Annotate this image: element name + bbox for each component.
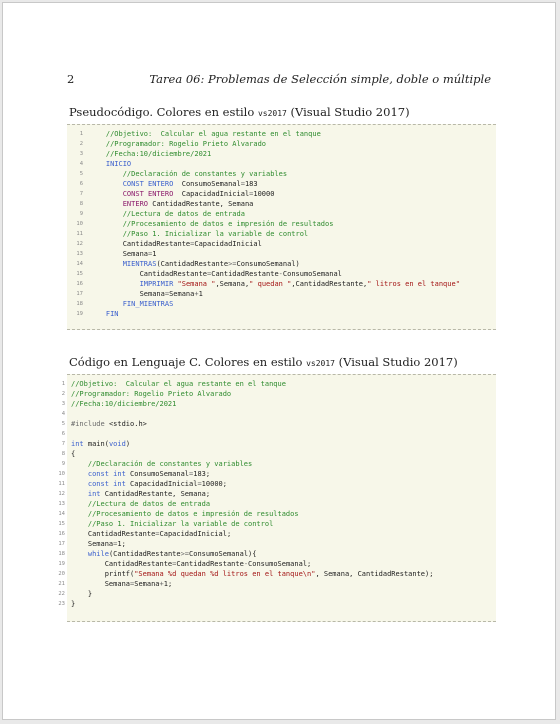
code-line — [67, 169, 496, 179]
code-text — [71, 579, 172, 589]
code-text — [89, 169, 287, 179]
line-number: 6 — [61, 431, 65, 437]
line-number: 22 — [58, 591, 65, 597]
code-line — [67, 149, 496, 159]
code-text — [71, 519, 273, 529]
line-number: 9 — [79, 211, 83, 217]
code-text — [71, 379, 286, 389]
code-line — [61, 449, 496, 459]
code-token: while — [71, 550, 109, 558]
code-text — [71, 569, 433, 579]
code-text — [71, 469, 210, 479]
code-token: = — [113, 540, 118, 548]
code-token: = — [164, 290, 170, 298]
line-number: 15 — [76, 271, 83, 277]
code-token: ,CantidadRestante, — [291, 280, 368, 288]
code-token: //Programador: Rogelio Prieto Alvarado — [71, 390, 232, 398]
code-token: Semana — [169, 290, 195, 298]
code-token: + — [194, 290, 199, 298]
code-line — [67, 249, 496, 259]
code-token: CantidadRestante, Semana — [148, 200, 254, 208]
line-number: 7 — [79, 191, 83, 197]
code-token: ConsumoSemanal — [125, 470, 190, 478]
code-line — [67, 129, 496, 139]
line-number: 20 — [58, 571, 65, 577]
code-line — [58, 479, 496, 489]
code-token: CantidadRestante — [211, 270, 279, 278]
code-line — [61, 429, 496, 439]
line-number: 8 — [79, 201, 83, 207]
title-suffix: (Visual Studio 2017) — [286, 105, 410, 119]
code-line — [58, 499, 496, 509]
line-number: 5 — [79, 171, 83, 177]
code-line — [67, 299, 496, 309]
code-token: <stdio.h> — [108, 420, 147, 428]
code-token: = — [249, 190, 254, 198]
code-text — [89, 289, 203, 299]
code-token: } — [71, 590, 93, 598]
code-line — [67, 239, 496, 249]
code-token: //Lectura de datos de entrada — [89, 210, 245, 218]
code-text — [71, 449, 75, 459]
code-text — [71, 389, 231, 399]
code-text — [89, 269, 342, 279]
code-line — [61, 389, 496, 399]
c-code-section-title — [69, 355, 458, 369]
code-line — [67, 159, 496, 169]
code-token: = — [240, 180, 245, 188]
line-number: 4 — [61, 411, 65, 417]
code-text — [71, 499, 210, 509]
title-prefix: Pseudocódigo. Colores en estilo — [69, 105, 258, 119]
code-token: const int — [71, 470, 126, 478]
code-token: //Procesamiento de datos e impresión de resultados — [71, 510, 299, 518]
line-number: 9 — [61, 461, 65, 467]
code-line — [58, 559, 496, 569]
code-token: ConsumoSemanal — [173, 180, 241, 188]
code-token: } — [71, 600, 76, 608]
code-token: ConsumoSemanal; — [248, 560, 312, 568]
line-number: 4 — [79, 161, 83, 167]
line-number: 14 — [76, 261, 83, 267]
code-text — [89, 239, 262, 249]
line-number: 13 — [58, 501, 65, 507]
code-token: main( — [83, 440, 109, 448]
line-number: 19 — [76, 311, 83, 317]
code-token: Semana — [89, 290, 165, 298]
code-token: //Paso 1. Inicializar la variable de control — [71, 520, 274, 528]
code-token: CantidadRestante, Semana; — [100, 490, 211, 498]
code-token: Semana — [71, 580, 131, 588]
code-token: //Procesamiento de datos e impresión de resultados — [89, 220, 334, 228]
code-token: void — [108, 440, 126, 448]
code-token: CantidadRestante — [71, 560, 173, 568]
line-number: 17 — [76, 291, 83, 297]
code-token: //Declaración de constantes y variables — [89, 170, 288, 178]
code-line — [61, 439, 496, 449]
code-token: 1 — [198, 290, 203, 298]
code-token: printf( — [71, 570, 135, 578]
code-text — [71, 599, 75, 609]
code-text — [89, 229, 308, 239]
code-line — [58, 529, 496, 539]
line-number: 12 — [76, 241, 83, 247]
line-number: 19 — [58, 561, 65, 567]
code-line — [61, 419, 496, 429]
line-number: 11 — [58, 481, 65, 487]
line-number: 1 — [79, 131, 83, 137]
code-token: >= — [180, 550, 190, 558]
code-token: //Declaración de constantes y variables — [71, 460, 253, 468]
code-token: = — [155, 530, 160, 538]
code-text — [89, 159, 131, 169]
code-text — [71, 439, 130, 449]
code-line — [67, 219, 496, 229]
code-token: CantidadRestante — [89, 240, 191, 248]
code-line — [58, 539, 496, 549]
code-line — [58, 569, 496, 579]
code-token: " litros en el tanque" — [367, 280, 460, 288]
line-number: 14 — [58, 511, 65, 517]
code-text — [71, 549, 256, 559]
style-code: vs2017 — [257, 109, 287, 118]
code-token: " quedan " — [249, 280, 292, 288]
line-number: 12 — [58, 491, 65, 497]
code-token: //Lectura de datos de entrada — [71, 500, 211, 508]
code-token: //Paso 1. Inicializar la variable de control — [89, 230, 309, 238]
code-token: 1; — [117, 540, 126, 548]
code-token: ENTERO — [89, 200, 149, 208]
code-token: ConsumoSemanal) — [236, 260, 300, 268]
code-line — [61, 379, 496, 389]
code-token: = — [207, 270, 212, 278]
code-token: 183 — [244, 180, 258, 188]
code-text — [71, 509, 299, 519]
code-line — [58, 579, 496, 589]
code-token: - — [243, 560, 249, 568]
code-line — [58, 509, 496, 519]
line-number: 5 — [61, 421, 65, 427]
code-token: = — [130, 580, 135, 588]
code-token: FIN_MIENTRAS — [89, 300, 174, 308]
code-line — [58, 469, 496, 479]
code-line — [67, 229, 496, 239]
code-line — [67, 289, 496, 299]
code-line — [58, 519, 496, 529]
code-line — [67, 199, 496, 209]
line-number: 2 — [61, 391, 65, 397]
code-token: "Semana %d quedan %d litros en el tanque\n" — [134, 570, 316, 578]
title-suffix: (Visual Studio 2017) — [335, 355, 458, 369]
code-text — [71, 539, 126, 549]
code-token: IMPRIMIR — [89, 280, 174, 288]
line-number: 16 — [58, 531, 65, 537]
code-text — [89, 179, 258, 189]
code-token: { — [71, 450, 76, 458]
code-text — [89, 249, 156, 259]
code-token: 1 — [152, 250, 157, 258]
line-number: 18 — [76, 301, 83, 307]
code-token: CapacidadInicial — [125, 480, 198, 488]
code-text — [89, 129, 321, 139]
code-line — [58, 599, 496, 609]
code-text — [89, 309, 119, 319]
code-token: CantidadRestante — [89, 270, 208, 278]
code-text — [89, 219, 333, 229]
line-number: 17 — [58, 541, 65, 547]
code-token: ConsumoSemanal — [282, 270, 342, 278]
line-number: 6 — [79, 181, 83, 187]
code-line — [61, 399, 496, 409]
code-token: "Semana " — [173, 280, 216, 288]
code-token: CapacidadInicial; — [159, 530, 232, 538]
code-token: = — [189, 470, 194, 478]
pseudocode-section-title — [69, 105, 410, 119]
c-code-block — [58, 374, 496, 622]
code-token: //Objetivo: Calcular el agua restante en el tanque — [71, 380, 286, 388]
code-token: MIENTRAS — [89, 260, 157, 268]
code-text — [71, 489, 210, 499]
line-number: 21 — [58, 581, 65, 587]
code-text — [71, 479, 227, 489]
line-number: 13 — [76, 251, 83, 257]
code-line — [67, 179, 496, 189]
code-token: ConsumoSemanal){ — [189, 550, 257, 558]
code-text — [89, 139, 266, 149]
code-line — [61, 409, 496, 419]
code-line — [67, 139, 496, 149]
code-line — [58, 589, 496, 599]
code-token: (CantidadRestante — [108, 550, 181, 558]
line-number: 1 — [61, 381, 65, 387]
code-token: //Programador: Rogelio Prieto Alvarado — [89, 140, 267, 148]
line-number: 7 — [61, 441, 65, 447]
code-text — [89, 149, 211, 159]
line-number: 8 — [61, 451, 65, 457]
code-line — [61, 459, 496, 469]
code-text — [89, 279, 460, 289]
code-token: 10000 — [253, 190, 275, 198]
code-line — [58, 489, 496, 499]
running-title: Tarea 06: Problemas de Selección simple, doble o múltiple — [149, 72, 491, 86]
code-text — [71, 399, 176, 409]
code-text — [71, 559, 311, 569]
title-prefix: Código en Lenguaje C. Colores en estilo — [69, 355, 307, 369]
code-token: 183; — [193, 470, 211, 478]
code-token: + — [159, 580, 164, 588]
code-token: Semana — [134, 580, 160, 588]
code-line — [67, 209, 496, 219]
line-number: 3 — [79, 151, 83, 157]
code-text — [89, 189, 274, 199]
code-token: (CantidadRestante — [156, 260, 229, 268]
page-number: 2 — [67, 72, 75, 86]
code-token: CantidadRestante — [176, 560, 244, 568]
code-token: , Semana, CantidadRestante); — [315, 570, 434, 578]
code-token: CONST ENTERO — [89, 190, 174, 198]
code-token: CONST ENTERO — [89, 180, 174, 188]
code-token: CantidadRestante — [71, 530, 156, 538]
code-text — [89, 209, 245, 219]
code-token: FIN — [89, 310, 119, 318]
code-token: CapacidadInicial — [173, 190, 250, 198]
line-number: 10 — [76, 221, 83, 227]
line-number: 2 — [79, 141, 83, 147]
code-line — [67, 279, 496, 289]
code-text — [89, 299, 173, 309]
code-token: INICIO — [89, 160, 132, 168]
code-token: = — [197, 480, 202, 488]
code-token: int — [71, 490, 101, 498]
code-token: ) — [125, 440, 131, 448]
code-text — [89, 259, 300, 269]
code-token: int — [71, 440, 84, 448]
code-token: Semana — [89, 250, 149, 258]
code-token: ,Semana, — [215, 280, 250, 288]
code-token: >= — [228, 260, 237, 268]
code-token: #include — [71, 420, 109, 428]
code-token: 10000; — [201, 480, 227, 488]
pseudocode-block — [67, 124, 496, 330]
code-line — [67, 269, 496, 279]
code-token: = — [148, 250, 153, 258]
code-token: 1; — [163, 580, 173, 588]
code-token: = — [172, 560, 177, 568]
line-number: 23 — [58, 601, 65, 607]
code-token: Semana — [71, 540, 114, 548]
code-token: //Fecha:10/diciembre/2021 — [89, 150, 212, 158]
code-token: = — [190, 240, 195, 248]
line-number: 16 — [76, 281, 83, 287]
document-page — [2, 2, 556, 720]
code-line — [67, 309, 496, 319]
code-text — [89, 199, 253, 209]
code-text — [71, 419, 147, 429]
code-line — [67, 189, 496, 199]
code-text — [71, 589, 92, 599]
line-number: 11 — [76, 231, 83, 237]
code-token: const int — [71, 480, 126, 488]
line-number: 15 — [58, 521, 65, 527]
line-number: 3 — [61, 401, 65, 407]
code-text — [71, 529, 231, 539]
style-code: vs2017 — [306, 359, 335, 368]
line-number: 10 — [58, 471, 65, 477]
code-text — [71, 459, 252, 469]
code-line — [58, 549, 496, 559]
line-number: 18 — [58, 551, 65, 557]
code-token: CapacidadInicial — [194, 240, 262, 248]
code-token: //Fecha:10/diciembre/2021 — [71, 400, 177, 408]
code-token: - — [278, 270, 283, 278]
code-token: //Objetivo: Calcular el agua restante en el tanque — [89, 130, 321, 138]
code-line — [67, 259, 496, 269]
